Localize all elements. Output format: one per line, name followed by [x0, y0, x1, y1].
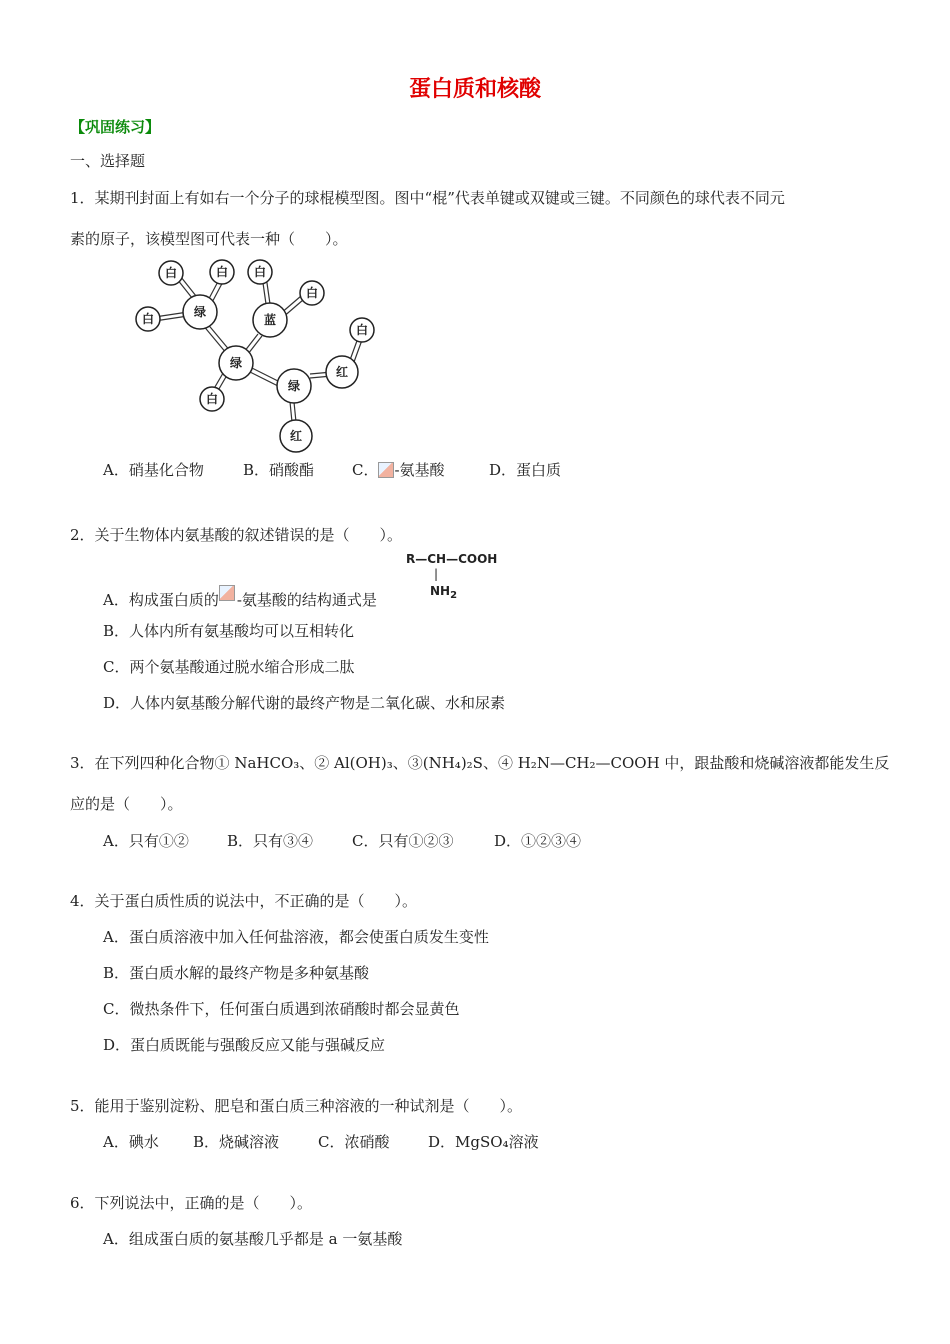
q5-stem: 5．能用于鉴别淀粉、肥皂和蛋白质三种溶液的一种试剂是（ ）。: [70, 1097, 523, 1115]
svg-text:白: 白: [305, 286, 319, 300]
q2-option-d[interactable]: D．人体内氨基酸分解代谢的最终产物是二氧化碳、水和尿素: [103, 694, 506, 712]
q4-option-c[interactable]: C．微热条件下，任何蛋白质遇到浓硝酸时都会显黄色: [103, 1000, 460, 1018]
ball-stick-model-figure: [128, 256, 388, 456]
svg-text:白: 白: [253, 265, 267, 279]
bond-lines: [148, 272, 362, 422]
atom-w5: [136, 307, 160, 331]
atom-w7: [200, 387, 224, 411]
q4-option-b[interactable]: B．蛋白质水解的最终产物是多种氨基酸: [103, 964, 370, 982]
q6-stem: 6．下列说法中，正确的是（ ）。: [70, 1194, 313, 1212]
amino-acid-formula-bond: |: [434, 567, 439, 581]
page-title: 蛋白质和核酸: [408, 77, 541, 102]
svg-text:绿: 绿: [287, 379, 301, 393]
svg-text:白: 白: [141, 312, 155, 326]
broken-image-icon: [378, 462, 394, 478]
q6-option-a[interactable]: A．组成蛋白质的氨基酸几乎都是 a 一氨基酸: [103, 1230, 403, 1248]
atom-g2: [219, 346, 253, 380]
q3-stem-line2: 应的是（ ）。: [70, 795, 183, 813]
q2-option-c[interactable]: C．两个氨基酸通过脱水缩合形成二肽: [103, 658, 355, 676]
q4-option-a[interactable]: A．蛋白质溶液中加入任何盐溶液，都会使蛋白质发生变性: [103, 928, 489, 946]
q3-option-d[interactable]: D．①②③④: [494, 832, 582, 850]
svg-text:白: 白: [355, 323, 369, 337]
q1-option-c-suffix: -氨基酸: [394, 461, 445, 479]
q3-option-a[interactable]: A．只有①②: [103, 832, 189, 850]
q1-stem-line2: 素的原子，该模型图可代表一种（ ）。: [70, 230, 348, 248]
q1-option-a[interactable]: A．硝基化合物: [103, 461, 204, 479]
atom-w3: [248, 260, 272, 284]
atom-g1: [183, 295, 217, 329]
q5-option-b[interactable]: B．烧碱溶液: [193, 1133, 280, 1151]
q4-stem: 4．关于蛋白质性质的说法中，不正确的是（ ）。: [70, 892, 418, 910]
svg-text:红: 红: [335, 365, 349, 379]
q3-option-b[interactable]: B．只有③④: [227, 832, 314, 850]
q5-option-a[interactable]: A．碘水: [103, 1133, 159, 1151]
svg-text:红: 红: [289, 429, 303, 443]
part-heading: 一、选择题: [70, 152, 146, 170]
q2-stem: 2．关于生物体内氨基酸的叙述错误的是（ ）。: [70, 526, 403, 544]
atom-w2: [210, 260, 234, 284]
q4-option-d[interactable]: D．蛋白质既能与强酸反应又能与强碱反应: [103, 1036, 386, 1054]
svg-text:绿: 绿: [229, 356, 243, 370]
q2-option-b[interactable]: B．人体内所有氨基酸均可以互相转化: [103, 622, 355, 640]
q3-stem-line1: 3．在下列四种化合物① NaHCO₃、② Al(OH)₃、③(NH₄)₂S、④ H₂N—CH₂—COOH 中，跟盐酸和烧碱溶液都能发生反: [70, 754, 890, 772]
q3-option-c[interactable]: C．只有①②③: [352, 832, 454, 850]
section-heading: 【巩固练习】: [70, 118, 161, 136]
q1-option-b[interactable]: B．硝酸酯: [243, 461, 315, 479]
atom-r2: [280, 420, 312, 452]
atom-g3: [277, 369, 311, 403]
amino-acid-formula-top: R—CH—COOH: [406, 552, 498, 566]
atom-w6: [350, 318, 374, 342]
svg-text:白: 白: [164, 266, 178, 280]
q1-option-c-prefix: C．: [352, 461, 379, 479]
atom-r1: [326, 356, 358, 388]
q5-option-c[interactable]: C．浓硝酸: [318, 1133, 390, 1151]
q2-option-a-prefix: A．构成蛋白质的: [103, 591, 219, 609]
q1-option-d[interactable]: D．蛋白质: [489, 461, 562, 479]
atom-w4: [300, 281, 324, 305]
svg-text:白: 白: [205, 392, 219, 406]
q1-option-c[interactable]: [352, 459, 445, 480]
atom-w1: [159, 261, 183, 285]
svg-text:蓝: 蓝: [263, 313, 277, 327]
broken-image-icon: [219, 585, 235, 601]
q2-option-a[interactable]: [103, 585, 377, 610]
atom-b1: [253, 303, 287, 337]
q1-stem-line1: 1．某期刊封面上有如右一个分子的球棍模型图。图中“棍”代表单键或双键或三键。不同颜色的球代表不同元: [70, 189, 785, 207]
svg-text:绿: 绿: [193, 305, 207, 319]
q5-option-d[interactable]: D．MgSO₄溶液: [428, 1133, 539, 1151]
svg-text:白: 白: [215, 265, 229, 279]
amino-acid-formula-nh2: $NH_2$: [430, 584, 458, 601]
q2-option-a-suffix: -氨基酸的结构通式是: [236, 591, 377, 609]
